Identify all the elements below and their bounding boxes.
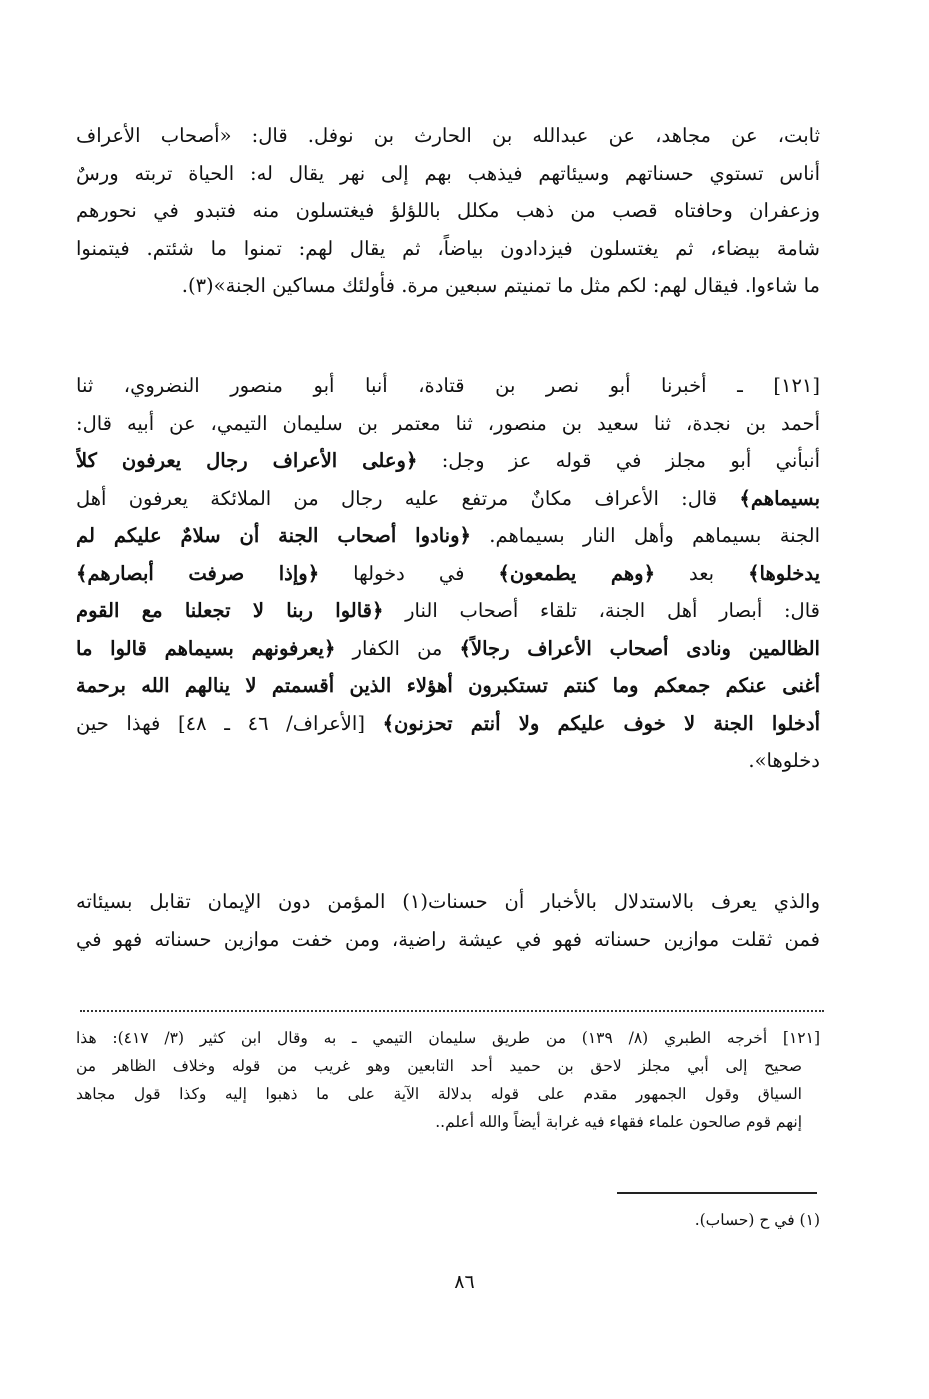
text-run: أنبأني أبو مجلز في قوله عز وجل: bbox=[417, 449, 820, 472]
text-line bbox=[76, 442, 820, 480]
text-line: وزعفران وحافتاه قصب من ذهب مكلل باللؤلؤ فيغتسلون منه فتبدو في نحورهم bbox=[76, 199, 820, 222]
text-run: في دخولها bbox=[319, 561, 499, 585]
text-line bbox=[76, 630, 820, 668]
text-run: من الكفار bbox=[335, 636, 460, 660]
text-line bbox=[76, 742, 820, 780]
footnote-separator-dotted bbox=[80, 1010, 824, 1012]
quran-quote: ﴿يعرفونهم بسيماهم قالوا ما bbox=[76, 636, 336, 660]
text-line bbox=[76, 555, 820, 593]
footnote-separator-line bbox=[617, 1192, 817, 1194]
quran-quote: يدخلوها﴾ bbox=[748, 561, 820, 585]
text-line bbox=[76, 517, 820, 555]
text-line bbox=[76, 592, 820, 630]
footnote-line: صحيح إلى أبي مجلز لاحق بن حميد أحد التابعين وهو غريب من قوله وخلاف الظاهر من bbox=[76, 1057, 802, 1075]
quran-quote: ﴿ونادوا أصحاب الجنة أن سلامٌ عليكم لم bbox=[76, 524, 471, 547]
footnote-line: إنهم قوم صالحون علماء فقهاء فيه غرابة أيضاً والله أعلم.. bbox=[435, 1113, 802, 1131]
text-run: أحمد بن نجدة، ثنا سعيد بن منصور، ثنا معتمر بن سليمان التيمي، عن أبيه قال: bbox=[76, 411, 820, 435]
quran-quote: ﴿وإذا صرفت أبصارهم﴾ bbox=[76, 561, 320, 585]
text-line bbox=[76, 705, 820, 743]
text-line bbox=[76, 480, 820, 518]
paragraph-hadith-121 bbox=[76, 367, 820, 780]
footnote-1 bbox=[76, 1206, 820, 1234]
quran-quote: ﴿قالوا ربنا لا تجعلنا مع القوم bbox=[76, 599, 384, 622]
text-line: شامة بيضاء، ثم يغتسلون فيزدادون بياضاً، ثم يقال لهم: تمنوا ما شئتم. فيتمنوا bbox=[76, 236, 820, 260]
text-line bbox=[76, 405, 820, 443]
text-line: فمن ثقلت موازين حسناته فهو في عيشة راضية، ومن خفت موازين حسناته فهو في bbox=[76, 927, 820, 951]
footnote-line: السياق وقول الجمهور مقدم على قوله بدلالة الآية على ما ذهبوا إليه وكذا قول مجاهد bbox=[76, 1085, 802, 1103]
quran-quote: ﴿وعلى الأعراف رجال يعرفون كلاً bbox=[76, 449, 418, 472]
paragraph-narration bbox=[76, 117, 820, 305]
text-line: أناس تستوي حسناتهم وسيئاتهم فيذهب بهم إلى نهر يقال له: الحياة تربته ورسٌ bbox=[76, 161, 820, 185]
page-number: ٨٦ bbox=[454, 1271, 475, 1293]
text-run: دخلوها». bbox=[748, 749, 820, 772]
footnote-line: (١) في ح (حساب). bbox=[694, 1211, 820, 1229]
quran-quote: أغنى عنكم جمعكم وما كنتم تستكبرون أهؤلاء الذين أقسمتم لا ينالهم الله برحمة bbox=[76, 674, 820, 697]
text-run: [١٢١] ـ أخبرنا أبو نصر بن قتادة، أنبا أبو منصور النضروي، ثنا bbox=[76, 374, 820, 397]
footnote-121 bbox=[76, 1024, 820, 1136]
text-run: بعد bbox=[655, 561, 749, 585]
text-run: قال: أبصار أهل الجنة، تلقاء أصحاب النار bbox=[383, 599, 820, 622]
footnote-line: [١٢١] أخرجه الطبري (٨/ ١٣٩) من طريق سليمان التيمي ـ به وقال ابن كثير (٣/ ٤١٧): هذا bbox=[76, 1029, 820, 1047]
quran-quote: أدخلوا الجنة لا خوف عليكم ولا أنتم تحزنون﴾ bbox=[382, 711, 820, 735]
quran-quote: بسيماهم﴾ bbox=[739, 486, 820, 510]
quran-quote: الظالمين ونادى أصحاب الأعراف رجالاً﴾ bbox=[459, 636, 820, 660]
paragraph-commentary bbox=[76, 883, 820, 958]
text-line bbox=[76, 367, 820, 405]
text-line: ثابت، عن مجاهد، عن عبدالله بن الحارث بن نوفل. قال: «أصحاب الأعراف bbox=[76, 124, 820, 147]
text-run: الجنة بسيماهم وأهل النار بسيماهم. bbox=[470, 524, 820, 547]
text-line: والذي يعرف بالاستدلال بالأخبار أن حسنات(١) المؤمن دون الإيمان تقابل بسيئاته bbox=[76, 890, 820, 913]
text-run: [الأعراف/ ٤٦ ـ ٤٨] فهذا حين bbox=[76, 711, 383, 735]
quran-quote: ﴿وهم يطمعون﴾ bbox=[498, 561, 656, 585]
text-line: ما شاءوا. فيقال لهم: لكم مثل ما تمنيتم سبعين مرة. فأولئك مساكين الجنة»(٣). bbox=[181, 274, 820, 297]
text-line bbox=[76, 667, 820, 705]
text-run: قال: الأعراف مكانٌ مرتفع عليه رجال من الملائكة يعرفون أهل bbox=[76, 486, 740, 510]
